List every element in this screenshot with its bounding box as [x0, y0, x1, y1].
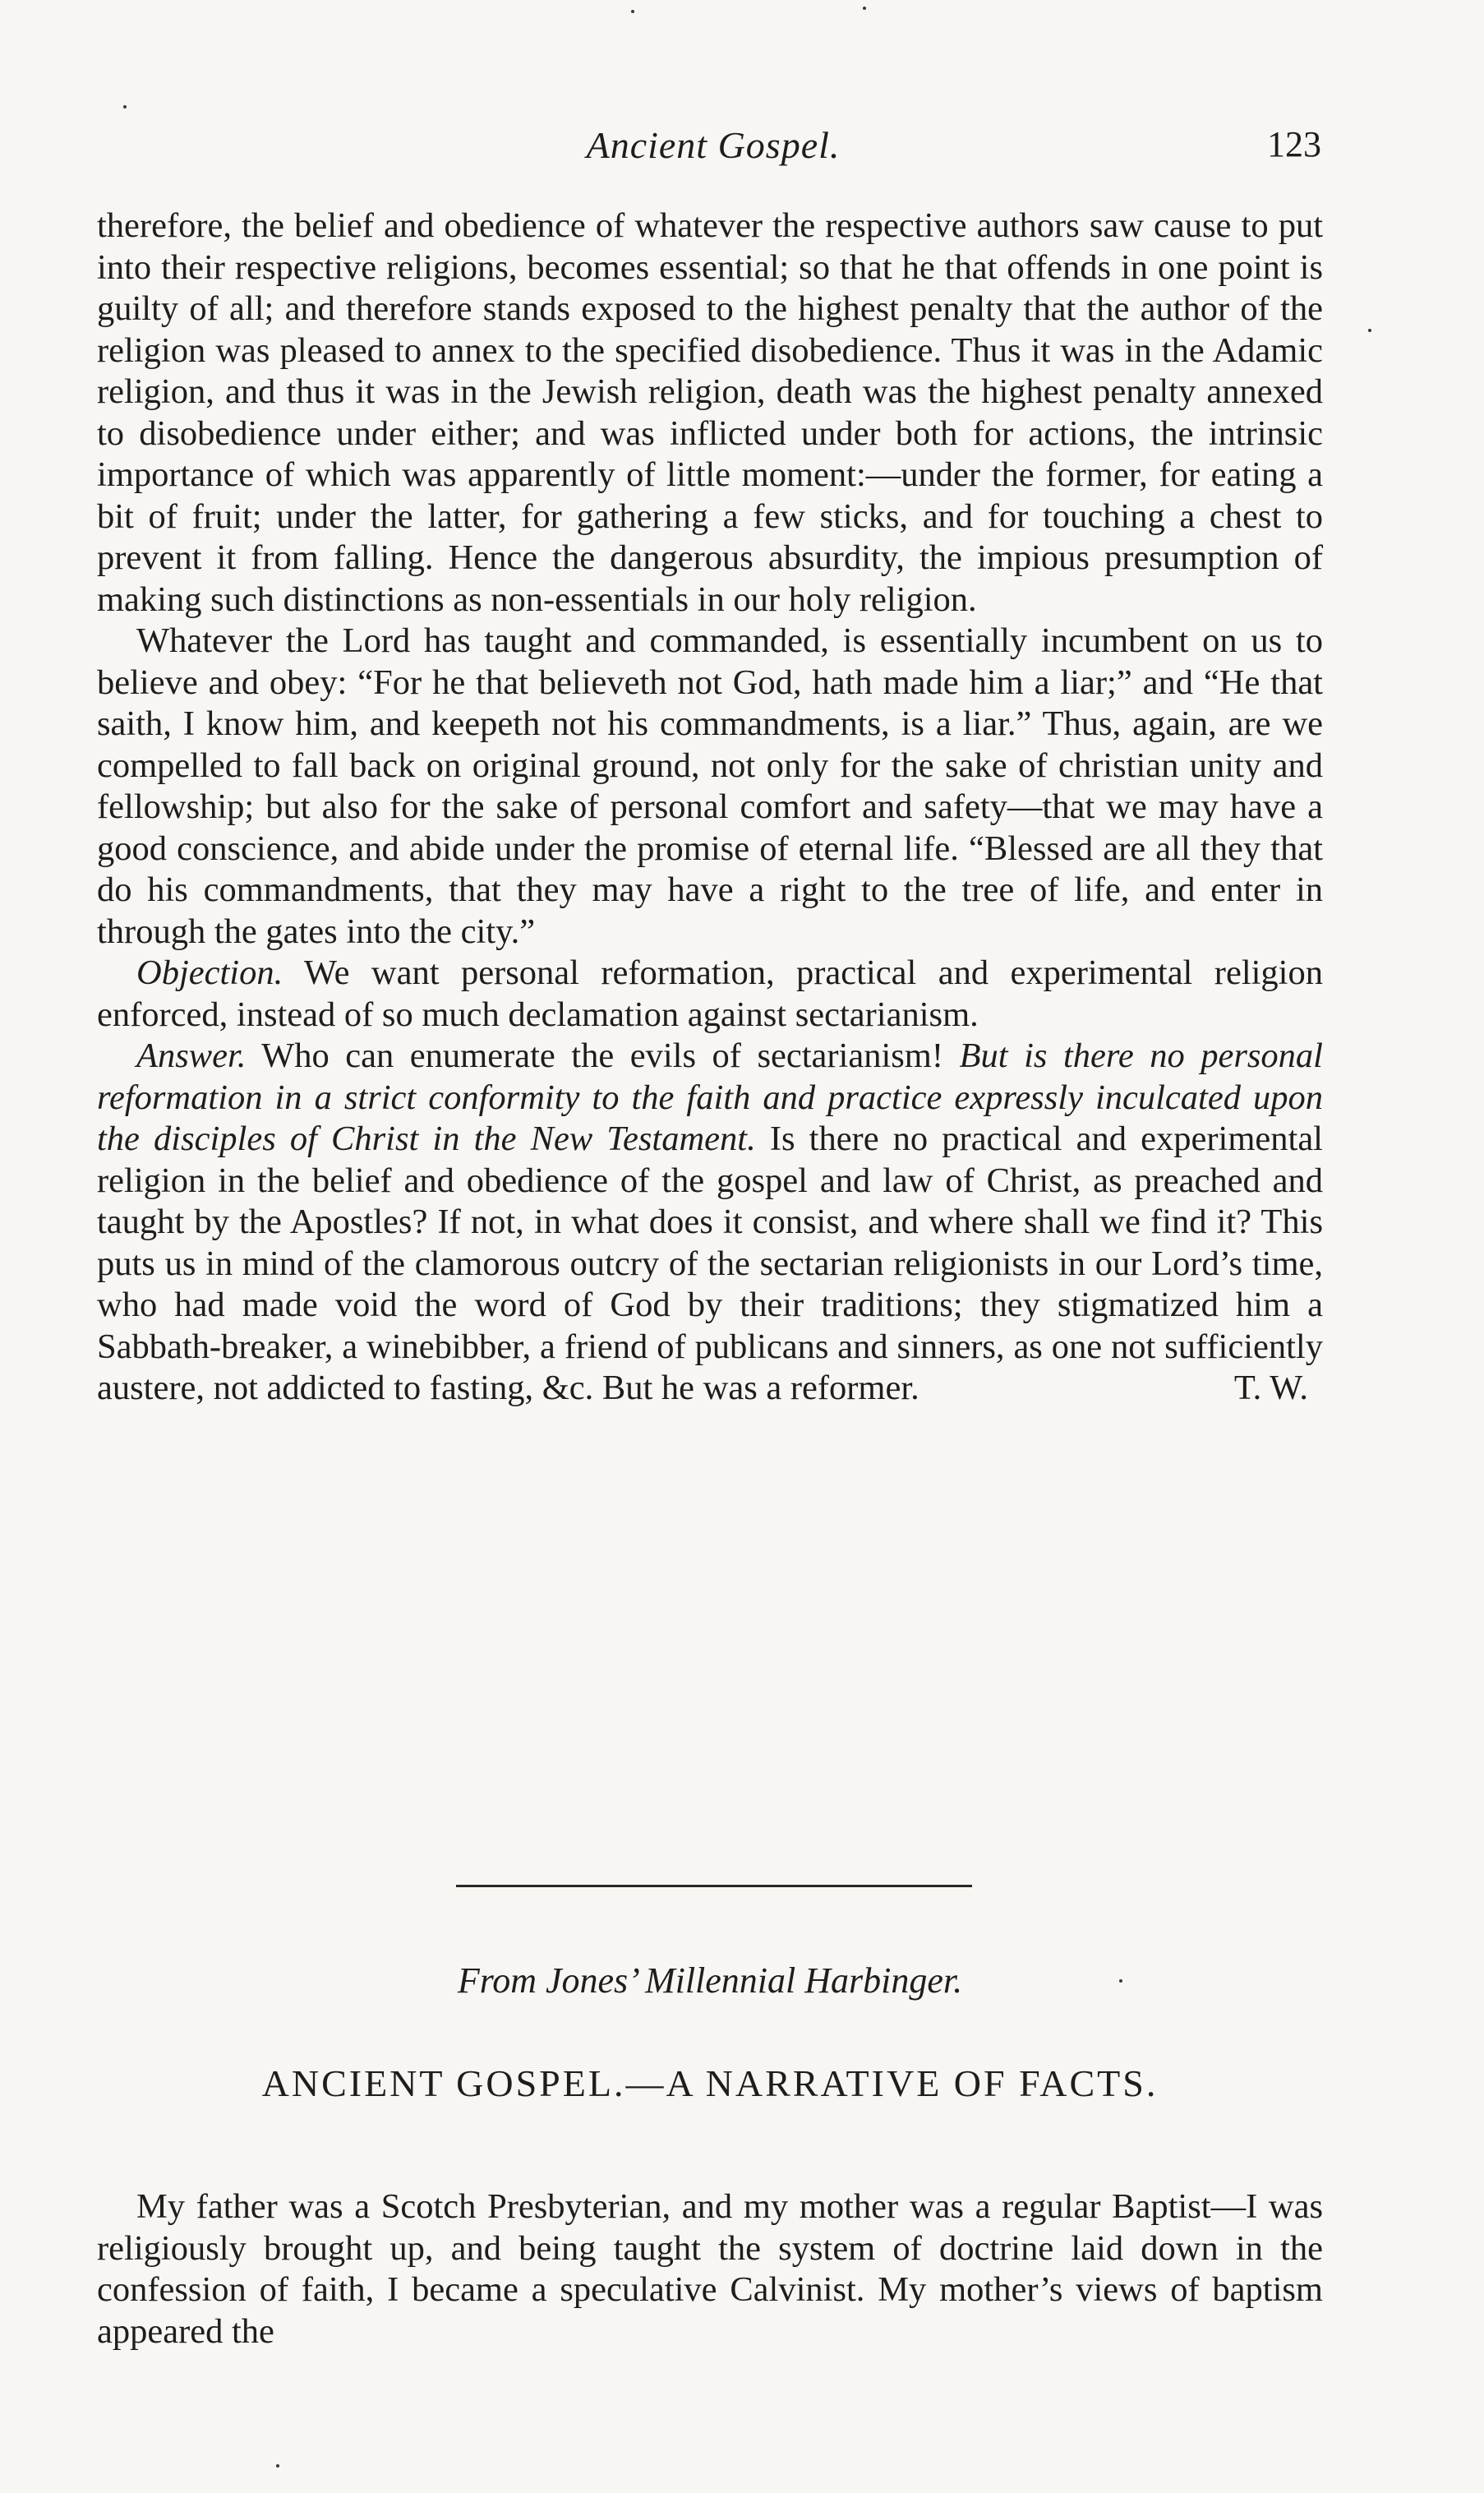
- paragraph-answer: [97, 1036, 1323, 1410]
- answer-text-2: Is there no practical and experimental religion in the belief and obedience of the gospel and law of Christ, as preached and taught by the Apostles? If not, in what does it consist, and where shall we find it? This puts us in mind of the clamorous outcry of the sectarian religionists in our Lord’s time, who had made void the word of God by their traditions; they stigmatized him a Sabbath-breaker, a winebibber, a friend of publicans and sinners, as one not sufficiently austere, not addicted to fasting, &c. But he was a reformer.: [97, 1120, 1323, 1407]
- paragraph-commandments: Whatever the Lord has taught and commanded, is essentially incumbent on us to believe and obey: “For he that believeth not God, hath made him a liar;” and “He that saith, I know him, and keepeth not his commandments, is a liar.” Thus, again, are we compelled to fall back on original ground, not only for the sake of christian unity and fellowship; but also for the sake of personal comfort and safety—that we may have a good conscience, and abide under the promise of eternal life. “Blessed are all they that do his commandments, that they may have a right to the tree of life, and enter in through the gates into the city.”: [97, 621, 1323, 951]
- page-body: [97, 205, 1323, 1410]
- print-speck: [631, 10, 634, 13]
- running-head: [105, 123, 1321, 181]
- article-body: [97, 2186, 1323, 2352]
- page-number: 123: [1267, 124, 1321, 164]
- article-title: ANCIENT GOSPEL.—A NARRATIVE OF FACTS.: [261, 2062, 1159, 2104]
- print-speck: [863, 7, 866, 10]
- running-title: Ancient Gospel.: [586, 124, 841, 166]
- objection-label: Objection.: [136, 953, 283, 992]
- answer-label: Answer.: [136, 1036, 247, 1075]
- print-speck: [276, 2464, 279, 2468]
- paragraph-narrative: My father was a Scotch Presbyterian, and my mother was a regular Baptist—I was religiously brought up, and being taught the system of doctrine laid down in the confession of faith, I became a speculative Calvinist. My mother’s views of baptism appeared the: [97, 2187, 1323, 2351]
- objection-text: We want personal reformation, practical and experimental religion enforced, instead of so much declamation against sectarianism.: [97, 953, 1323, 1034]
- print-speck: [123, 105, 127, 108]
- paragraph-objection: [97, 953, 1323, 1036]
- source-line: From Jones’ Millennial Harbinger.: [457, 1960, 963, 2001]
- print-speck: [1368, 329, 1371, 332]
- answer-italic-question: But is there no personal reformation in a strict conformity to the faith and practice expressly inculcated upon the disciples of Christ in the New Testament.: [97, 1036, 1323, 1158]
- author-signature: T. W.: [1233, 1369, 1308, 1407]
- section-divider: [456, 1885, 972, 1887]
- answer-text-1: Who can enumerate the evils of sectarianism!: [246, 1036, 960, 1075]
- paragraph-continued: therefore, the belief and obedience of whatever the respective authors saw cause to put into their respective religions, becomes essential; so that he that offends in one point is guilty of all; and therefore stands exposed to the highest penalty that the author of the religion was pleased to annex to the specified disobedience. Thus it was in the Adamic religion, and thus it was in the Jewish religion, death was the highest penalty annexed to disobedience under either; and was inflicted under both for actions, the intrinsic importance of which was apparently of little moment:—under the former, for eating a bit of fruit; under the latter, for gathering a few sticks, and for touching a chest to prevent it from falling. Hence the dangerous absurdity, the impious presumption of making such distinctions as non-essentials in our holy religion.: [97, 206, 1323, 619]
